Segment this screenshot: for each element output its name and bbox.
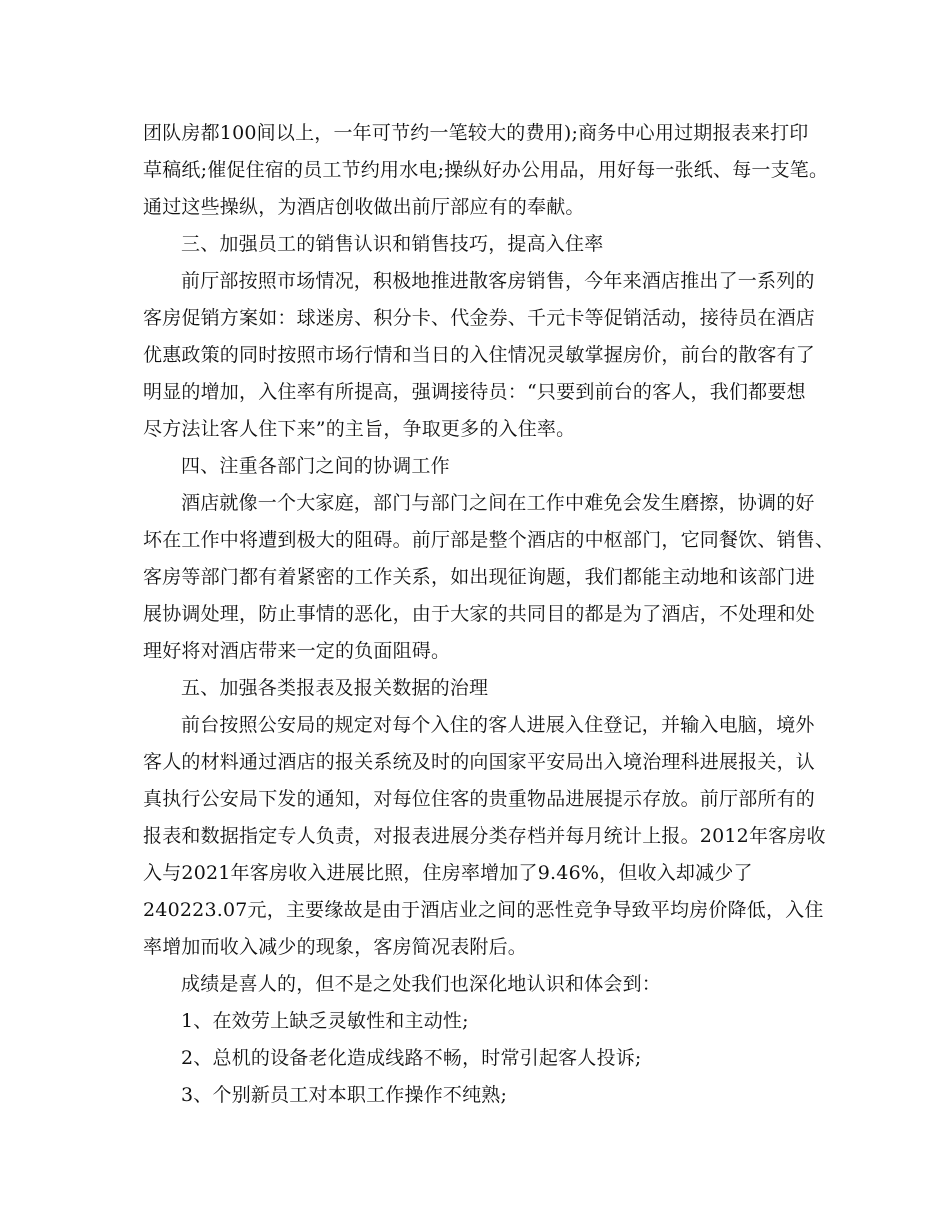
list-item: 1、在效劳上缺乏灵敏性和主动性; <box>181 1010 469 1032</box>
paragraph-line: 客人的材料通过酒店的报关系统及时的向国家平安局出入境治理科进展报关，认 <box>143 751 816 773</box>
paragraph-line: 成绩是喜人的，但不是之处我们也深化地认识和体会到： <box>181 973 662 995</box>
section-heading: 三、加强员工的销售认识和销售技巧，提高入住率 <box>181 233 604 255</box>
paragraph-line: 尽方法让客人住下来”的主旨，争取更多的入住率。 <box>143 418 576 440</box>
paragraph-line: 240223.07元，主要缘故是由于酒店业之间的恶性竞争导致平均房价降低，入住 <box>143 899 824 921</box>
paragraph-line: 通过这些操纵，为酒店创收做出前厅部应有的奉献。 <box>143 196 585 218</box>
paragraph-line: 理好将对酒店带来一定的负面阻碍。 <box>143 640 451 662</box>
paragraph-line: 前厅部按照市场情况，积极地推进散客房销售，今年来酒店推出了一系列的 <box>181 270 815 292</box>
paragraph-line: 酒店就像一个大家庭，部门与部门之间在工作中难免会发生磨擦，协调的好 <box>181 492 815 514</box>
section-heading: 五、加强各类报表及报关数据的治理 <box>181 677 489 699</box>
paragraph-line: 草稿纸;催促住宿的员工节约用水电;操纵好办公用品，用好每一张纸、每一支笔。 <box>143 159 829 181</box>
paragraph-line: 前台按照公安局的规定对每个入住的客人进展入住登记，并输入电脑，境外 <box>181 714 815 736</box>
list-item: 3、个别新员工对本职工作操作不纯熟; <box>181 1084 508 1106</box>
paragraph-line: 优惠政策的同时按照市场行情和当日的入住情况灵敏掌握房价，前台的散客有了 <box>143 344 816 366</box>
paragraph-line: 真执行公安局下发的通知，对每位住客的贵重物品进展提示存放。前厅部所有的 <box>143 788 816 810</box>
paragraph-line: 报表和数据指定专人负责，对报表进展分类存档并每月统计上报。2012年客房收 <box>143 825 826 847</box>
paragraph-line: 坏在工作中将遭到极大的阻碍。前厅部是整个酒店的中枢部门，它同餐饮、销售、 <box>143 529 835 551</box>
list-item: 2、总机的设备老化造成线路不畅，时常引起客人投诉; <box>181 1047 642 1069</box>
paragraph-line: 客房等部门都有着紧密的工作关系，如出现征询题，我们都能主动地和该部门进 <box>143 566 816 588</box>
paragraph-line: 入与2021年客房收入进展比照，住房率增加了9.46%，但收入却减少了 <box>143 862 753 884</box>
paragraph-line: 率增加而收入减少的现象，客房简况表附后。 <box>143 936 528 958</box>
paragraph-line: 展协调处理，防止事情的恶化，由于大家的共同目的都是为了酒店，不处理和处 <box>143 603 816 625</box>
section-heading: 四、注重各部门之间的协调工作 <box>181 455 450 477</box>
paragraph-line: 团队房都100间以上，一年可节约一笔较大的费用);商务中心用过期报表来打印 <box>143 122 809 144</box>
paragraph-line: 明显的增加，入住率有所提高，强调接待员：“只要到前台的客人，我们都要想 <box>143 381 806 403</box>
paragraph-line: 客房促销方案如：球迷房、积分卡、代金券、千元卡等促销活动，接待员在酒店 <box>143 307 816 329</box>
